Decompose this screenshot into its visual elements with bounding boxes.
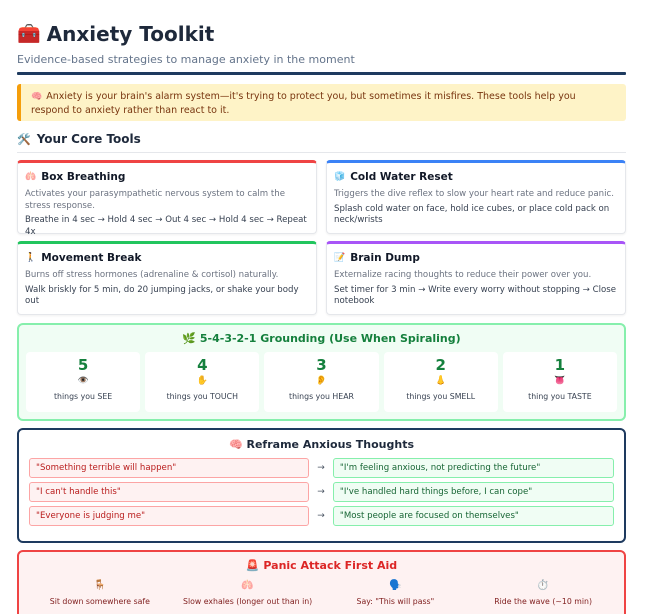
tool-card-box-breathing — [17, 160, 317, 237]
reframe-list — [29, 458, 614, 526]
core-tools-title: Your Core Tools — [36, 132, 141, 146]
panic-step — [26, 579, 174, 607]
panic-step — [174, 579, 322, 607]
panic-first-aid-panel — [17, 550, 626, 614]
panic-step-label: Slow exhales (longer out than in) — [183, 597, 313, 606]
tool-card-cold-water-reset — [326, 160, 626, 234]
stopwatch-icon: ⏱️ — [536, 580, 550, 591]
tools-icon: 🛠️ — [17, 132, 31, 146]
reframed-thought: "Most people are focused on themselves" — [333, 506, 614, 526]
tool-card-steps: Splash cold water on face, hold ice cubes, or place cold pack on neck/wrists — [334, 203, 610, 225]
grounding-item-hear — [264, 352, 378, 412]
hand-icon: ✋ — [196, 376, 208, 386]
panic-title — [26, 559, 617, 573]
lungs-icon: 🫁 — [25, 172, 37, 182]
anxious-thought: "I can't handle this" — [29, 482, 309, 502]
grounding-title — [26, 332, 617, 346]
tool-card-movement-break — [17, 241, 317, 315]
reframe-title-text: Reframe Anxious Thoughts — [246, 438, 415, 451]
grounding-label: things you HEAR — [289, 392, 354, 401]
reframe-row — [29, 506, 614, 526]
panic-step-label: Say: "This will pass" — [356, 597, 435, 606]
herb-icon: 🌿 — [182, 332, 197, 345]
page-header — [17, 0, 626, 75]
tool-card-steps: Set timer for 3 min → Write every worry without stopping → Close notebook — [334, 284, 617, 306]
panic-step-label: Ride the wave (~10 min) — [494, 597, 593, 606]
speaking-head-icon: 🗣️ — [389, 580, 402, 591]
chair-icon: 🪑 — [93, 580, 107, 591]
grounding-number: 5 — [77, 356, 89, 374]
anxious-thought: "Everyone is judging me" — [29, 506, 309, 526]
ear-icon: 👂 — [315, 376, 328, 386]
panic-step — [469, 579, 617, 607]
grounding-number: 2 — [435, 356, 446, 374]
tool-card-header — [25, 171, 309, 184]
grounding-title-text: 5-4-3-2-1 Grounding (Use When Spiraling) — [199, 332, 461, 345]
tool-card-steps: Breathe in 4 sec → Hold 4 sec → Out 4 sec → Hold 4 sec → Repeat 4x — [25, 215, 307, 237]
toolbox-icon: 🧰 — [17, 23, 41, 45]
siren-icon: 🚨 — [245, 559, 260, 572]
reframed-thought: "I've handled hard things before, I can cope" — [333, 482, 614, 502]
core-tools-grid — [17, 160, 626, 315]
anxiety-toolkit-page — [17, 0, 626, 614]
reframe-title — [29, 438, 614, 452]
anxious-thought: "Something terrible will happen" — [29, 458, 309, 478]
grounding-items — [26, 352, 617, 412]
tool-card-description: Triggers the dive reflex to slow your heart rate and reduce panic. — [334, 189, 614, 199]
grounding-item-taste — [503, 352, 617, 412]
lungs-icon: 🫁 — [241, 580, 254, 591]
grounding-item-touch — [145, 352, 259, 412]
tool-card-header — [334, 171, 618, 184]
grounding-label: things you TOUCH — [166, 392, 238, 401]
header-divider — [17, 72, 626, 75]
arrow-right-icon: → — [317, 487, 325, 497]
tool-card-description: Activates your parasympathetic nervous system to calm the stress response. — [25, 189, 285, 211]
page-title: Anxiety Toolkit — [46, 22, 215, 46]
grounding-item-see — [26, 352, 140, 412]
grounding-label: things you SEE — [53, 392, 113, 401]
grounding-number: 3 — [316, 356, 327, 374]
title-row — [17, 22, 626, 46]
tool-card-header — [334, 252, 618, 265]
brain-icon: 🧠 — [31, 92, 43, 102]
core-tools-heading — [17, 132, 626, 153]
tool-card-title: Cold Water Reset — [350, 171, 453, 183]
grounding-label: thing you TASTE — [528, 392, 592, 401]
tool-card-steps: Walk briskly for 5 min, do 20 jumping jacks, or shake your body out — [25, 284, 299, 306]
reframed-thought: "I'm feeling anxious, not predicting the future" — [333, 458, 614, 478]
grounding-item-smell — [384, 352, 498, 412]
tool-card-brain-dump — [326, 241, 626, 315]
brain-icon: 🧠 — [228, 438, 243, 451]
tongue-icon: 👅 — [554, 376, 566, 386]
memo-icon: 📝 — [334, 253, 346, 263]
tool-card-title: Box Breathing — [41, 171, 126, 183]
eye-icon: 👁️ — [77, 376, 89, 386]
nose-icon: 👃 — [435, 376, 447, 386]
grounding-label: things you SMELL — [406, 392, 476, 401]
tool-card-title: Brain Dump — [350, 252, 420, 264]
panic-step — [322, 579, 470, 607]
reframe-row — [29, 482, 614, 502]
ice-cube-icon: 🧊 — [334, 172, 346, 182]
tool-card-description: Burns off stress hormones (adrenaline & cortisol) naturally. — [25, 270, 279, 280]
arrow-right-icon: → — [317, 463, 325, 473]
alert-text: Anxiety is your brain's alarm system—it's trying to protect you, but sometimes it misfires. These tools help you respond to anxiety rather than react to it. — [31, 91, 576, 116]
reframe-row — [29, 458, 614, 478]
tool-card-header — [25, 252, 309, 265]
walking-person-icon: 🚶 — [25, 253, 37, 263]
grounding-number: 1 — [554, 356, 566, 374]
grounding-number: 4 — [197, 356, 208, 374]
tool-card-description: Externalize racing thoughts to reduce their power over you. — [334, 270, 592, 280]
grounding-panel — [17, 323, 626, 421]
tool-card-title: Movement Break — [41, 252, 142, 264]
panic-step-label: Sit down somewhere safe — [49, 597, 150, 606]
page-subtitle: Evidence-based strategies to manage anxiety in the moment — [17, 53, 355, 66]
info-alert — [17, 84, 626, 121]
panic-steps — [26, 579, 617, 607]
panic-title-text: Panic Attack First Aid — [263, 559, 398, 572]
reframe-panel — [17, 428, 626, 543]
arrow-right-icon: → — [317, 511, 325, 521]
